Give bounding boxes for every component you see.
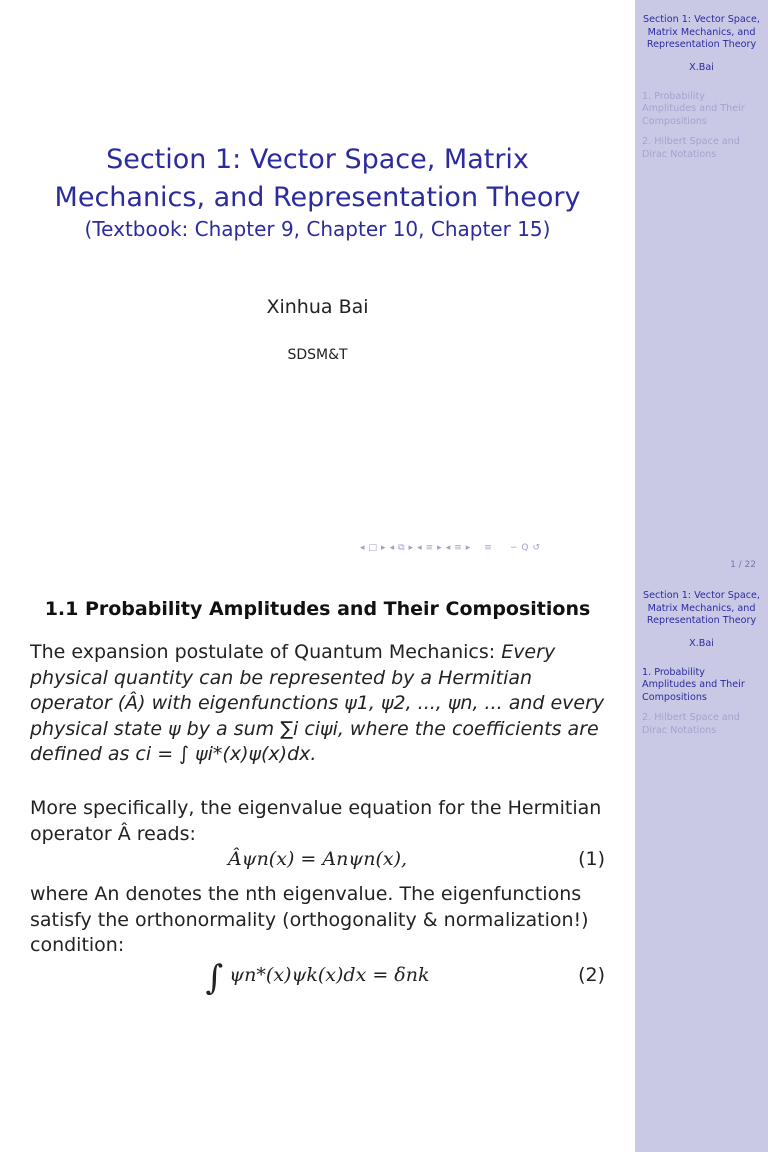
nav-back-icon[interactable]: ∽ [509,543,518,553]
postulate-statement: Every physical quantity can be represented by a Hermitian operator (Â) with eigenfunctions ψ1, ψ2, ..., ψn, ... and every physical state ψ by a sum ∑i ciψi, where the coefficients are defined as ci = ∫ ψi*(x)ψ(x)dx. [30,641,605,765]
presentation-subtitle: (Textbook: Chapter 9, Chapter 10, Chapter 15) [84,217,551,241]
nav-next-section-icon[interactable]: ▸ [465,543,471,553]
title-line-1: Section 1: Vector Space, Matrix [106,144,529,175]
nav-next-frame-icon[interactable]: ▸ [408,543,414,553]
equation-2 [30,958,605,998]
nav-document-icon[interactable]: ≡ [484,543,492,553]
sidebar [635,0,768,576]
sidebar-item-hilbert-space[interactable]: 2. Hilbert Space and Dirac Notations [642,136,740,160]
orthonormality-paragraph: where An denotes the nth eigenvalue. The eigenfunctions satisfy the orthonormality (orthogonality & normalization!) condition: [30,883,589,956]
nav-forward-icon[interactable]: ↺ [532,543,541,553]
slide-main-area [0,0,635,576]
nav-next-subsection-icon[interactable]: ▸ [437,543,442,553]
equation-1-content: Âψn(x) = Anψn(x), [227,848,408,870]
presentation-title [0,141,635,217]
nav-slide-icon[interactable]: □ [368,543,378,553]
equation-1 [30,848,605,874]
equation-2-number: (2) [578,964,605,986]
beamer-navigation-bar[interactable] [360,541,540,555]
page-number: 1 / 22 [730,560,756,570]
content-slide [0,576,768,1152]
sidebar-author: X.Bai [689,61,714,73]
slide-main-area [0,576,635,1152]
sidebar-item-probability-amplitudes[interactable]: 1. Probability Amplitudes and Their Compositions [642,90,745,127]
nav-prev-slide-icon[interactable]: ◂ [360,543,365,553]
nav-subsection-icon[interactable]: ≡ [425,543,434,553]
nav-prev-frame-icon[interactable]: ◂ [389,543,395,553]
nav-search-icon[interactable]: Q [521,543,529,553]
sidebar-author: X.Bai [689,637,714,649]
nav-frame-icon[interactable]: ⧉ [398,543,405,553]
nav-prev-section-icon[interactable]: ◂ [445,543,451,553]
expansion-postulate-paragraph [30,640,610,768]
equation-2-expression: ψn*(x)ψk(x)dx = δnk [229,964,430,986]
sidebar [635,576,768,1152]
equation-1-number: (1) [578,848,605,870]
paragraph-lead-text: The expansion postulate of Quantum Mechanics: [30,641,502,663]
nav-section-icon[interactable]: ≡ [454,543,462,553]
frame-title: 1.1 Probability Amplitudes and Their Compositions [44,598,591,620]
sidebar-item-hilbert-space[interactable]: 2. Hilbert Space and Dirac Notations [642,712,740,736]
presentation-institute: SDSM&T [287,347,348,363]
sidebar-title[interactable]: Section 1: Vector Space, Matrix Mechanics, and Representation Theory [643,14,760,50]
nav-prev-subsection-icon[interactable]: ◂ [417,543,422,553]
equation-2-content [30,958,605,998]
sidebar-title[interactable]: Section 1: Vector Space, Matrix Mechanics, and Representation Theory [643,590,760,626]
nav-next-slide-icon[interactable]: ▸ [381,543,386,553]
presentation-author: Xinhua Bai [266,296,369,318]
integral-symbol: ∫ [205,958,224,998]
title-line-2: Mechanics, and Representation Theory [54,182,581,213]
sidebar-item-probability-amplitudes[interactable]: 1. Probability Amplitudes and Their Compositions [642,666,745,703]
eigenvalue-intro-paragraph: More specifically, the eigenvalue equation for the Hermitian operator Â reads: [30,797,602,845]
